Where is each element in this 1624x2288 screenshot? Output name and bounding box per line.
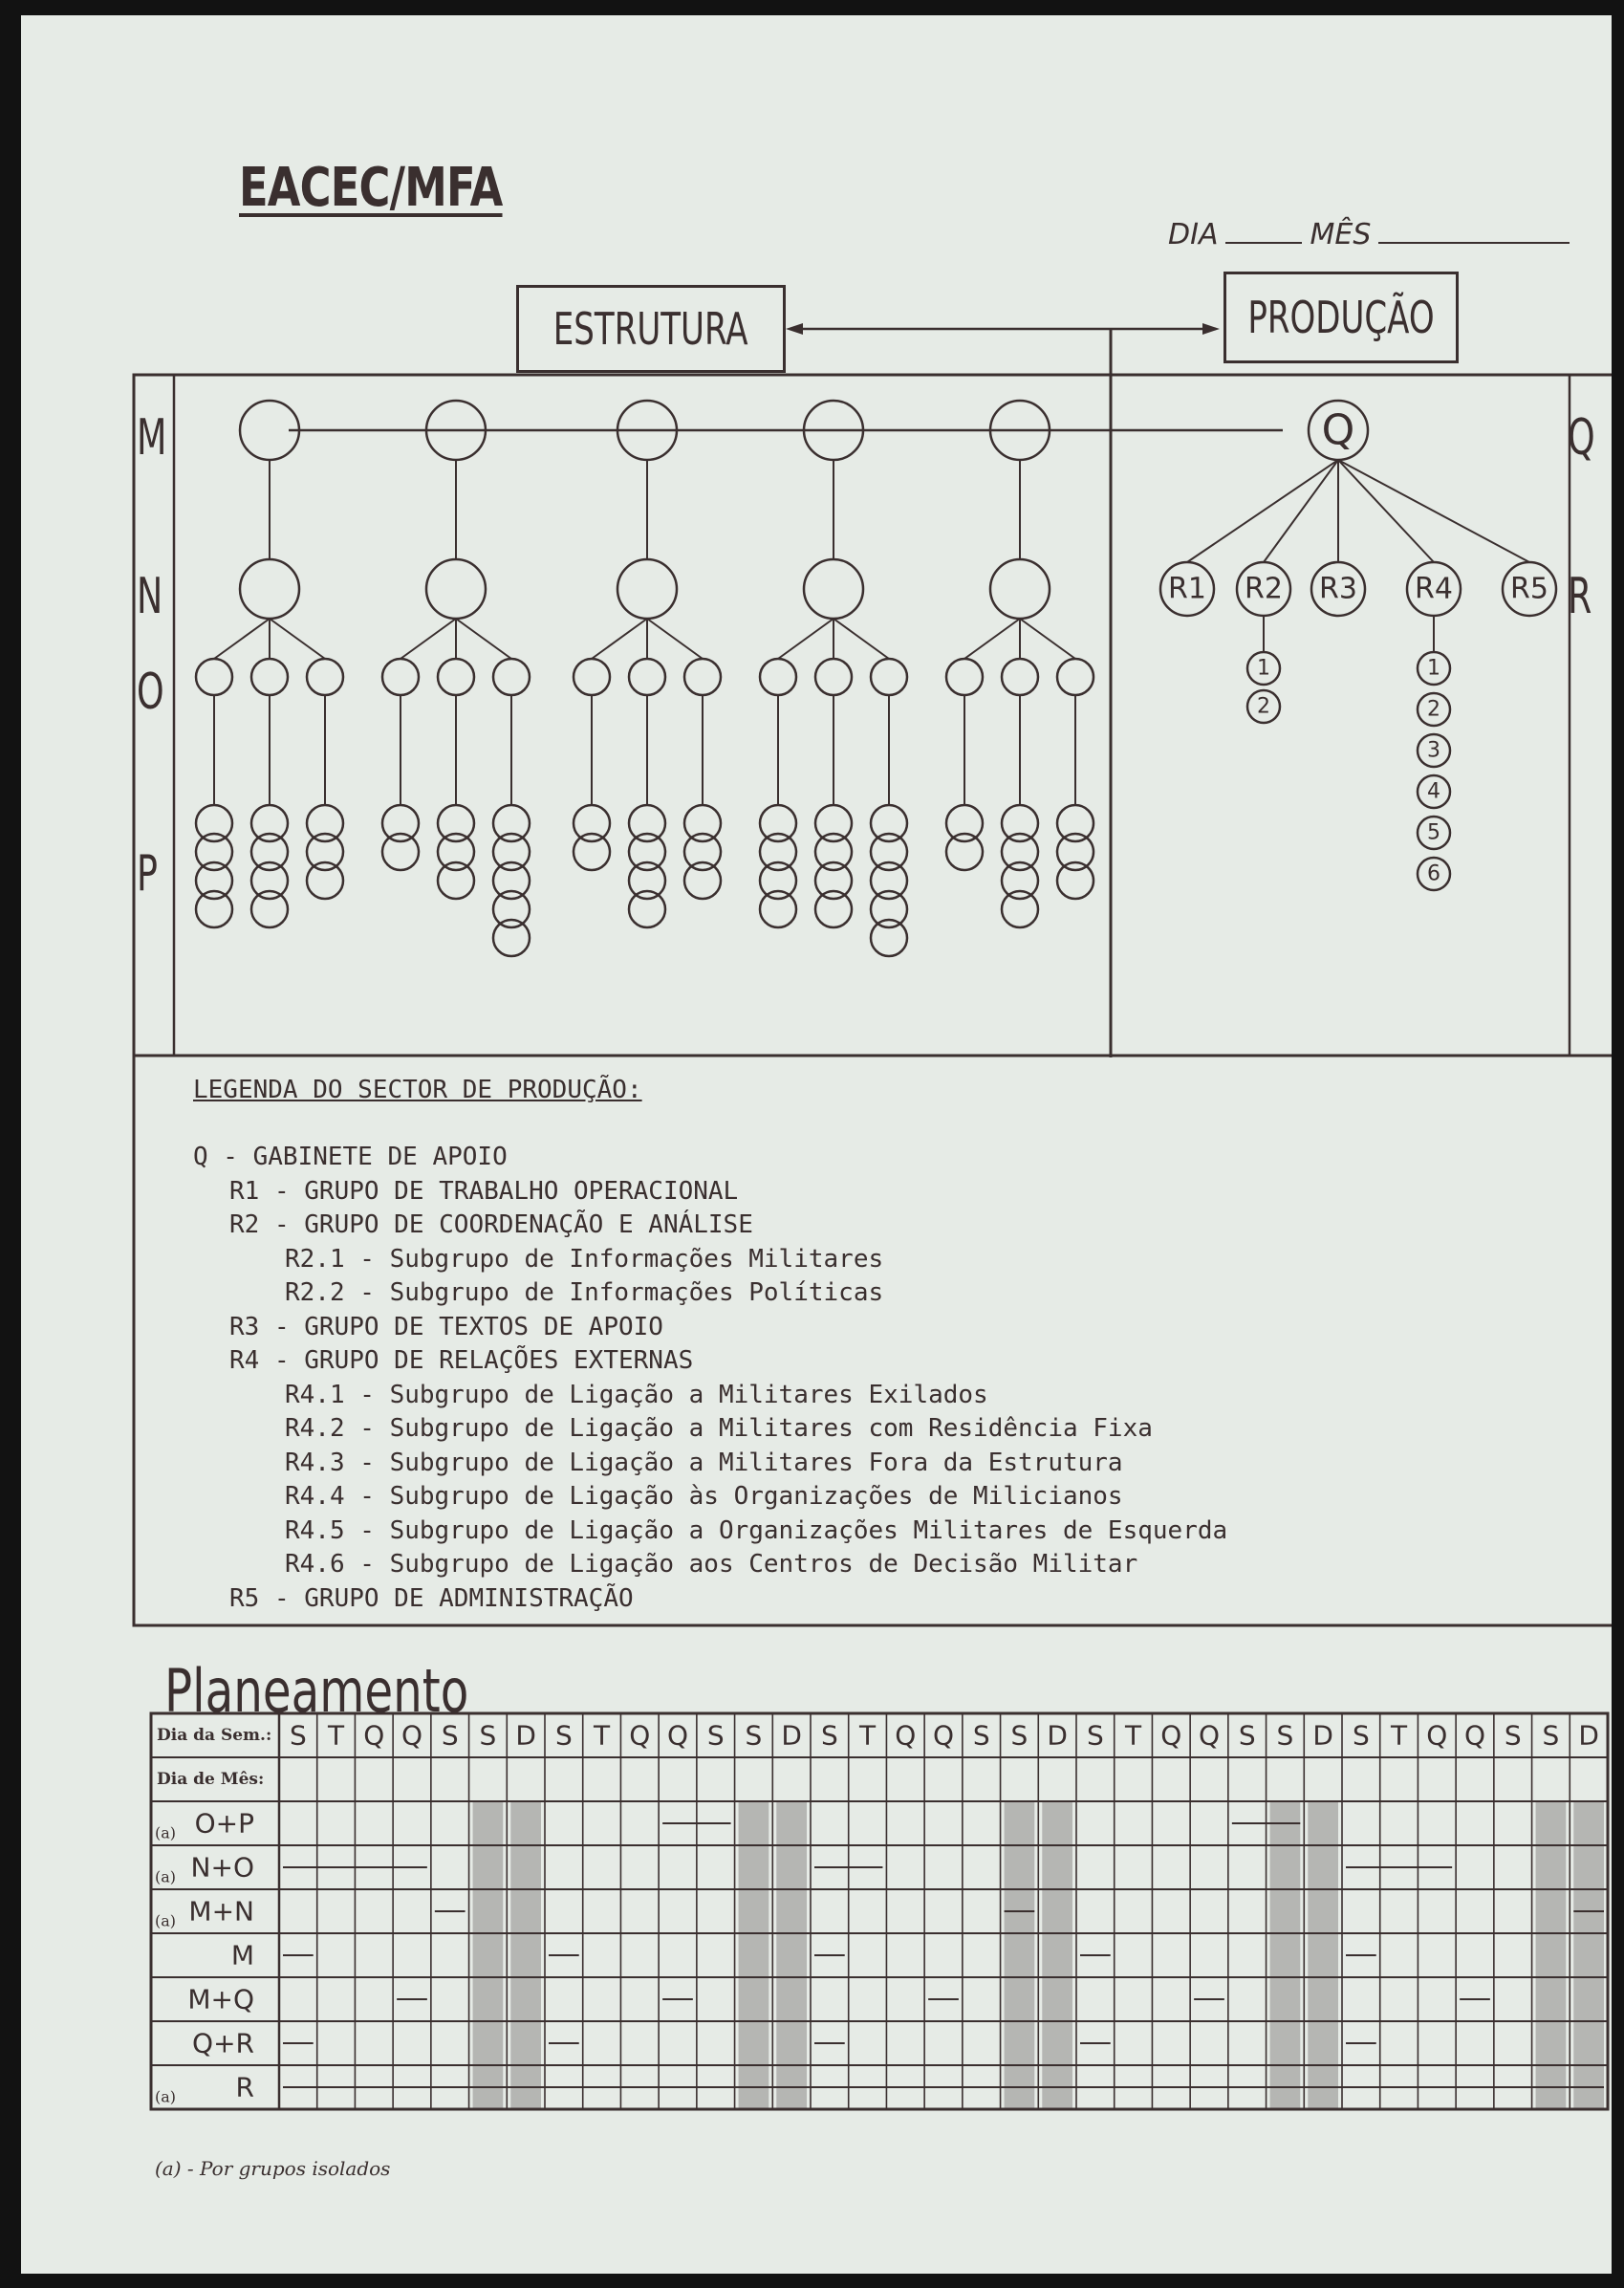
r-node-label: R5 — [1510, 572, 1548, 606]
planning-table — [21, 15, 1612, 2274]
day-of-week-cell: D — [781, 1719, 802, 1752]
level-label-p: P — [137, 845, 158, 903]
row-note: (a) — [155, 1823, 177, 1842]
day-of-week-cell: S — [820, 1719, 838, 1752]
row-label: O+P — [194, 1807, 254, 1840]
footnote: (a) - Por grupos isolados — [155, 2157, 391, 2180]
legend-line: R4.3 - Subgrupo de Ligação a Militares Fora da Estrutura — [285, 1448, 1123, 1477]
day-of-week-cell: S — [745, 1719, 763, 1752]
day-of-week-cell: S — [289, 1719, 307, 1752]
day-of-week-cell: Q — [1463, 1719, 1486, 1752]
producao-box: PRODUÇÃO — [1223, 272, 1459, 363]
weekend-shading — [776, 1801, 807, 2109]
r4-sub-label: 4 — [1427, 779, 1440, 804]
day-of-week-cell: S — [972, 1719, 990, 1752]
day-of-week-cell: T — [328, 1719, 345, 1752]
day-label: DIA — [1168, 218, 1219, 251]
weekend-shading — [1573, 1801, 1604, 2109]
day-of-week-cell: T — [1125, 1719, 1142, 1752]
weekend-shading — [1308, 1801, 1338, 2109]
day-of-week-cell: S — [1238, 1719, 1256, 1752]
day-week-header: Dia da Sem.: — [157, 1726, 272, 1745]
estrutura-box: ESTRUTURA — [516, 285, 786, 373]
level-label-o: O — [137, 664, 164, 721]
document-title: EACEC/MFA — [239, 157, 503, 219]
day-of-week-cell: T — [859, 1719, 877, 1752]
row-label: Q+R — [192, 2027, 254, 2059]
level-label-q: Q — [1568, 409, 1595, 467]
weekend-shading — [1042, 1801, 1072, 2109]
r2-sub-label: 2 — [1257, 694, 1270, 719]
legend-line: R2.1 - Subgrupo de Informações Militares — [285, 1244, 884, 1274]
day-of-week-cell: S — [1086, 1719, 1104, 1752]
day-of-week-cell: Q — [401, 1719, 423, 1752]
legend-line: R5 - GRUPO DE ADMINISTRAÇÃO — [229, 1583, 634, 1613]
weekend-shading — [1536, 1801, 1567, 2109]
document-page — [21, 15, 1612, 2274]
legend-line: R4.6 - Subgrupo de Ligação aos Centros de Decisão Militar — [285, 1550, 1138, 1579]
weekend-shading — [1270, 1801, 1301, 2109]
legend-line: Q - GABINETE DE APOIO — [193, 1143, 508, 1171]
r-node-label: R2 — [1245, 572, 1283, 606]
row-note: (a) — [155, 2087, 177, 2106]
legend-line: R3 - GRUPO DE TEXTOS DE APOIO — [229, 1312, 663, 1341]
r2-sub-label: 1 — [1257, 656, 1270, 681]
legend-line: R4.4 - Subgrupo de Ligação às Organizações de Milicianos — [285, 1482, 1123, 1511]
day-of-week-cell: S — [554, 1719, 573, 1752]
day-of-week-cell: Q — [895, 1719, 917, 1752]
r-node-label: R3 — [1319, 572, 1357, 606]
legend-line: R4.1 - Subgrupo de Ligação a Militares Exilados — [285, 1380, 988, 1409]
legend-line: R2 - GRUPO DE COORDENAÇÃO E ANÁLISE — [229, 1210, 753, 1239]
day-of-week-cell: S — [1010, 1719, 1029, 1752]
day-of-week-cell: S — [1276, 1719, 1294, 1752]
grid-frame — [151, 1713, 1608, 2109]
legend-line: R1 - GRUPO DE TRABALHO OPERACIONAL — [229, 1176, 739, 1206]
r4-sub-label: 6 — [1427, 861, 1440, 886]
day-of-week-cell: S — [1352, 1719, 1370, 1752]
day-of-week-cell: Q — [629, 1719, 651, 1752]
month-label: MÊS — [1310, 218, 1372, 251]
day-of-week-cell: Q — [1160, 1719, 1182, 1752]
day-of-week-cell: Q — [363, 1719, 385, 1752]
weekend-shading — [510, 1801, 541, 2109]
level-label-m: M — [137, 409, 167, 467]
day-of-week-cell: D — [1312, 1719, 1333, 1752]
legend-line: R4.5 - Subgrupo de Ligação a Organizações Militares de Esquerda — [285, 1515, 1228, 1545]
day-month-header: Dia de Mês: — [157, 1770, 265, 1789]
row-label: N+O — [190, 1851, 254, 1884]
r4-sub-label: 1 — [1427, 656, 1440, 681]
day-of-week-cell: S — [1542, 1719, 1560, 1752]
day-of-week-cell: D — [1047, 1719, 1068, 1752]
row-note: (a) — [155, 1867, 177, 1886]
weekend-shading — [473, 1801, 504, 2109]
r4-sub-label: 2 — [1427, 697, 1440, 722]
row-label: R — [235, 2071, 254, 2103]
day-of-week-cell: D — [515, 1719, 536, 1752]
legend-line: R4.2 - Subgrupo de Ligação a Militares com Residência Fixa — [285, 1414, 1153, 1443]
legend-line: R4 - GRUPO DE RELAÇÕES EXTERNAS — [229, 1346, 694, 1375]
day-of-week-cell: S — [479, 1719, 497, 1752]
r-node-label: R4 — [1415, 572, 1453, 606]
level-label-n: N — [137, 568, 163, 625]
day-of-week-cell: Q — [1426, 1719, 1448, 1752]
day-of-week-cell: D — [1578, 1719, 1599, 1752]
row-label: M+N — [188, 1895, 254, 1928]
day-of-week-cell: T — [594, 1719, 611, 1752]
r4-sub-label: 5 — [1427, 820, 1440, 845]
day-of-week-cell: S — [441, 1719, 459, 1752]
row-label: M — [230, 1939, 254, 1972]
day-of-week-cell: S — [1504, 1719, 1522, 1752]
weekend-shading — [1005, 1801, 1035, 2109]
row-note: (a) — [155, 1911, 177, 1930]
row-label: M+Q — [187, 1983, 254, 2016]
legend-heading: LEGENDA DO SECTOR DE PRODUÇÃO: — [193, 1076, 642, 1104]
planning-title: Planeamento — [164, 1656, 469, 1726]
legend-line: R2.2 - Subgrupo de Informações Políticas — [285, 1278, 884, 1307]
day-of-week-cell: Q — [1198, 1719, 1221, 1752]
day-of-week-cell: T — [1391, 1719, 1408, 1752]
day-of-week-cell: S — [706, 1719, 725, 1752]
level-label-r: R — [1568, 568, 1592, 625]
day-of-week-cell: Q — [932, 1719, 955, 1752]
q-node-label: Q — [1321, 405, 1355, 455]
day-of-week-cell: Q — [666, 1719, 689, 1752]
weekend-shading — [739, 1801, 769, 2109]
r4-sub-label: 3 — [1427, 738, 1440, 763]
r-node-label: R1 — [1168, 572, 1206, 606]
